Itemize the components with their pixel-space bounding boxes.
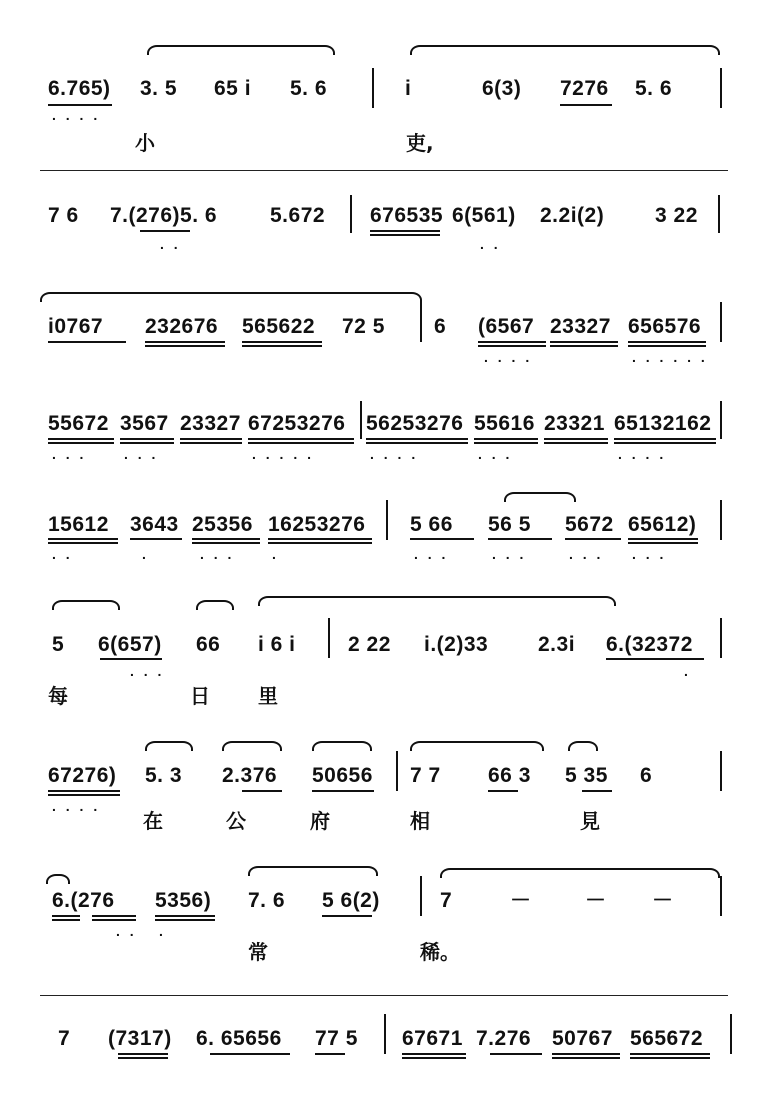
underline <box>92 919 136 921</box>
lyric-char: 常 <box>248 940 268 964</box>
slur <box>147 45 335 55</box>
octave-dots: . . . <box>52 446 87 462</box>
slur <box>222 741 282 751</box>
slur <box>410 741 544 751</box>
staff-divider <box>40 995 728 996</box>
note-group: 67276) <box>48 764 117 787</box>
underline <box>192 542 260 544</box>
note-group: 7.276 <box>476 1027 532 1050</box>
slur <box>410 45 720 55</box>
underline <box>248 438 354 440</box>
underline <box>192 538 260 540</box>
underline <box>614 438 716 440</box>
note-group: 7 <box>440 889 453 912</box>
note-group: 50656 <box>312 764 373 787</box>
note-group: 15612 <box>48 513 109 536</box>
underline <box>478 345 546 347</box>
underline <box>582 790 612 792</box>
note-group: 16253276 <box>268 513 366 536</box>
underline <box>100 658 162 660</box>
octave-dots: . . . . <box>52 107 101 123</box>
underline <box>402 1057 466 1059</box>
lyric-char: 相 <box>410 809 430 833</box>
underline <box>248 442 354 444</box>
note-group: i 6 i <box>258 633 296 656</box>
slur <box>248 866 378 876</box>
underline <box>145 345 225 347</box>
note-group: 565622 <box>242 315 316 338</box>
underline <box>552 1057 620 1059</box>
octave-dots: . . . . <box>52 798 101 814</box>
note-group: 23327 <box>550 315 611 338</box>
note-group: 65132162 <box>614 412 712 435</box>
underline <box>606 658 704 660</box>
underline <box>366 438 468 440</box>
octave-dots: . . <box>116 923 137 939</box>
underline <box>315 1053 345 1055</box>
bar-line <box>730 1014 732 1054</box>
underline <box>120 438 174 440</box>
note-group: 2.376 <box>222 764 278 787</box>
note-group: 2.3i <box>538 633 576 656</box>
underline <box>544 442 608 444</box>
note-group: 232676 <box>145 315 219 338</box>
note-group: 55616 <box>474 412 535 435</box>
lyric-char: 日 <box>190 684 210 708</box>
underline <box>630 1057 710 1059</box>
underline <box>48 790 120 792</box>
note-group: 5. 3 <box>145 764 183 787</box>
note-group: － <box>652 889 674 912</box>
octave-dots: . . . . <box>484 349 533 365</box>
note-group: 5. 6 <box>290 77 328 100</box>
underline <box>48 794 120 796</box>
note-group: (6567 <box>478 315 535 338</box>
note-group: 676535 <box>370 204 444 227</box>
note-group: 67253276 <box>248 412 346 435</box>
underline <box>180 442 242 444</box>
underline <box>140 230 190 232</box>
underline <box>322 915 372 917</box>
octave-dots: . . . <box>414 546 449 562</box>
underline <box>242 345 322 347</box>
underline <box>312 790 374 792</box>
note-group: － <box>510 889 532 912</box>
lyric-char: 小 <box>135 131 155 155</box>
note-group: 56 5 <box>488 513 531 536</box>
underline <box>488 790 518 792</box>
note-group: 5 6(2) <box>322 889 380 912</box>
note-group: 5 35 <box>565 764 608 787</box>
lyric-char: 稀。 <box>420 940 460 964</box>
underline <box>366 442 468 444</box>
octave-dots: . . . . . . <box>632 349 708 365</box>
octave-dots: . <box>272 546 279 562</box>
underline <box>552 1053 620 1055</box>
underline <box>614 442 716 444</box>
note-group: － <box>585 889 607 912</box>
note-group: 56253276 <box>366 412 464 435</box>
note-group: 6(3) <box>482 77 522 100</box>
underline <box>402 1053 466 1055</box>
underline <box>565 538 621 540</box>
slur <box>568 741 598 751</box>
underline <box>488 538 552 540</box>
lyric-char: 公 <box>226 809 246 833</box>
note-group: 7. 6 <box>248 889 286 912</box>
octave-dots: . <box>159 923 166 939</box>
underline <box>180 438 242 440</box>
note-group: i.(2)33 <box>424 633 489 656</box>
underline <box>48 341 126 343</box>
note-group: 3 22 <box>655 204 698 227</box>
bar-line <box>720 401 722 439</box>
underline <box>118 1057 168 1059</box>
bar-line <box>384 1014 386 1054</box>
slur <box>504 492 576 502</box>
underline <box>544 438 608 440</box>
octave-dots: . . . <box>130 663 165 679</box>
octave-dots: . . <box>52 546 73 562</box>
octave-dots: . <box>142 546 149 562</box>
bar-line <box>350 195 352 233</box>
slur <box>46 874 70 884</box>
note-group: 656576 <box>628 315 702 338</box>
octave-dots: . . <box>480 236 501 252</box>
note-group: 23321 <box>544 412 605 435</box>
note-group: 6. 65656 <box>196 1027 282 1050</box>
slur <box>258 596 616 606</box>
lyric-char: 在 <box>143 809 163 833</box>
note-group: 5 66 <box>410 513 453 536</box>
note-group: 3643 <box>130 513 179 536</box>
lyric-char: 每 <box>48 684 68 708</box>
underline <box>155 919 215 921</box>
octave-dots: . . . <box>492 546 527 562</box>
underline <box>628 341 706 343</box>
underline <box>118 1053 168 1055</box>
note-group: 5672 <box>565 513 614 536</box>
bar-line <box>372 68 374 108</box>
underline <box>145 341 225 343</box>
underline <box>550 341 618 343</box>
bar-line <box>420 876 422 916</box>
bar-line <box>360 401 362 439</box>
octave-dots: . . . <box>632 546 667 562</box>
underline <box>630 1053 710 1055</box>
underline <box>48 438 114 440</box>
underline <box>628 542 698 544</box>
note-group: 6 <box>640 764 653 787</box>
note-group: 3567 <box>120 412 169 435</box>
note-group: 7.(276)5. 6 <box>110 204 218 227</box>
bar-line <box>720 751 722 791</box>
note-group: 66 <box>196 633 221 656</box>
underline <box>628 538 698 540</box>
underline <box>48 542 118 544</box>
underline <box>48 104 112 106</box>
octave-dots: . . . <box>200 546 235 562</box>
note-group: i <box>405 77 412 100</box>
octave-dots: . . . . <box>370 446 419 462</box>
underline <box>242 790 282 792</box>
note-group: 7276 <box>560 77 609 100</box>
underline <box>268 542 372 544</box>
slur <box>40 292 422 302</box>
note-group: 6(657) <box>98 633 162 656</box>
underline <box>370 230 440 232</box>
underline <box>370 234 440 236</box>
underline <box>560 104 612 106</box>
underline <box>628 345 706 347</box>
note-group: 6 <box>434 315 447 338</box>
bar-line <box>386 500 388 540</box>
lyric-char: 里 <box>258 684 278 708</box>
underline <box>92 915 136 917</box>
note-group: 6.765) <box>48 77 111 100</box>
underline <box>120 442 174 444</box>
note-group: 77 5 <box>315 1027 358 1050</box>
note-group: 50767 <box>552 1027 613 1050</box>
note-group: 7 7 <box>410 764 441 787</box>
bar-line <box>396 751 398 791</box>
staff-divider <box>40 170 728 171</box>
slur <box>52 600 120 610</box>
lyric-char: 見 <box>580 809 600 833</box>
bar-line <box>420 302 422 342</box>
slur <box>196 600 234 610</box>
bar-line <box>720 302 722 342</box>
note-group: 7 6 <box>48 204 79 227</box>
underline <box>52 919 80 921</box>
bar-line <box>328 618 330 658</box>
underline <box>474 442 538 444</box>
note-group: 23327 <box>180 412 241 435</box>
underline <box>550 345 618 347</box>
note-group: 5. 6 <box>635 77 673 100</box>
note-group: 65 i <box>214 77 252 100</box>
octave-dots: . . . . <box>618 446 667 462</box>
note-group: i0767 <box>48 315 104 338</box>
bar-line <box>720 876 722 916</box>
note-group: 55672 <box>48 412 109 435</box>
underline <box>474 438 538 440</box>
note-group: 67671 <box>402 1027 463 1050</box>
slur <box>312 741 372 751</box>
octave-dots: . . . <box>478 446 513 462</box>
bar-line <box>720 68 722 108</box>
note-group: 5356) <box>155 889 212 912</box>
underline <box>48 442 114 444</box>
underline <box>48 538 118 540</box>
octave-dots: . . <box>160 236 181 252</box>
note-group: 3. 5 <box>140 77 178 100</box>
underline <box>155 915 215 917</box>
bar-line <box>718 195 720 233</box>
note-group: 72 5 <box>342 315 385 338</box>
note-group: 65612) <box>628 513 697 536</box>
underline <box>242 341 322 343</box>
bar-line <box>720 500 722 540</box>
underline <box>268 538 372 540</box>
octave-dots: . <box>684 663 691 679</box>
slur <box>145 741 193 751</box>
underline <box>410 538 474 540</box>
note-group: 6.(32372 <box>606 633 693 656</box>
lyric-char: 府 <box>310 809 330 833</box>
note-group: 6.(276 <box>52 889 115 912</box>
underline <box>52 915 80 917</box>
note-group: 5 <box>52 633 65 656</box>
octave-dots: . . . . . <box>252 446 315 462</box>
note-group: 7 <box>58 1027 71 1050</box>
underline <box>490 1053 542 1055</box>
note-group: 6(561) <box>452 204 516 227</box>
note-group: 2.2i(2) <box>540 204 605 227</box>
note-group: 565672 <box>630 1027 704 1050</box>
note-group: 66 3 <box>488 764 531 787</box>
note-group: 25356 <box>192 513 253 536</box>
octave-dots: . . . <box>124 446 159 462</box>
slur <box>440 868 720 878</box>
underline <box>130 538 182 540</box>
underline <box>478 341 546 343</box>
note-group: 5.672 <box>270 204 326 227</box>
bar-line <box>720 618 722 658</box>
note-group: 2 22 <box>348 633 391 656</box>
underline <box>210 1053 290 1055</box>
lyric-char: 吏, <box>406 131 434 155</box>
octave-dots: . . . <box>569 546 604 562</box>
note-group: (7317) <box>108 1027 172 1050</box>
